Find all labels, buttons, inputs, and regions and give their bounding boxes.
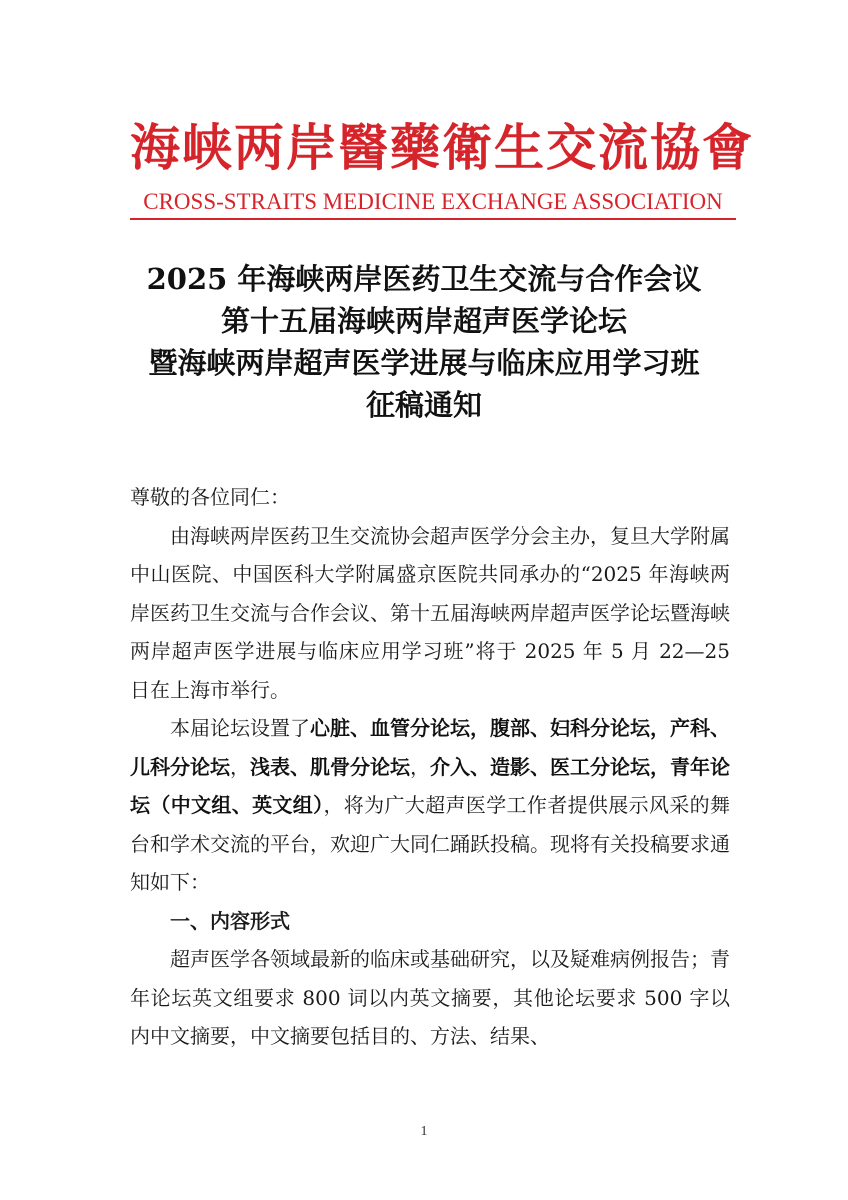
forums-sep-2: ， (650, 716, 670, 740)
forums-sep-1: ， (470, 716, 490, 740)
title-line-1: 2025 年海峡两岸医药卫生交流与合作会议 (146, 262, 702, 296)
letterhead-english-name: CROSS-STRAITS MEDICINE EXCHANGE ASSOCIATION (143, 189, 723, 214)
forum-youth: 青年论坛（中文组、英文组） (130, 754, 730, 817)
forum-obstetric-pediatric: 产科、儿科分论坛 (130, 716, 730, 779)
title-line-3: 暨海峡两岸超声医学进展与临床应用学习班 (148, 346, 700, 380)
forum-superficial-msk: 浅表、肌骨分论坛 (250, 754, 410, 779)
paragraph-intro: 由海峡两岸医药卫生交流协会超声医学分会主办，复旦大学附属中山医院、中国医科大学附属盛京医院共同承办的“2025 年海峡两岸医药卫生交流与合作会议、第十五届海峡两岸超声医学论坛暨海峡两岸超声医学进展与临床应用学习班”将于 2025 年 5 月 22—25 日在上海市举行。 (130, 523, 730, 702)
notice-title (100, 258, 748, 426)
forums-text-1: 本届论坛设置了 (170, 716, 310, 740)
paragraph-forums (130, 709, 730, 902)
forums-text-2: ，将为广大超声医学工作者提供展示风采的舞台和学术交流的平台，欢迎广大同仁踊跃投稿。现将有关投稿要求通知如下： (130, 793, 731, 894)
notice-body (130, 478, 730, 1056)
forum-abdomen-gyn: 腹部、妇科分论坛 (490, 716, 650, 740)
title-line-2: 第十五届海峡两岸超声医学论坛 (220, 304, 627, 338)
page-number: 1 (420, 1124, 428, 1139)
section-heading-content-format: 一、内容形式 (170, 908, 290, 933)
forums-sep-3: ， (230, 754, 250, 779)
letterhead-chinese-name: 海峡两岸醫藥衛生交流協會 (130, 118, 754, 177)
forums-sep-4: ， (410, 754, 430, 779)
forum-cardio-vascular: 心脏、血管分论坛 (310, 716, 470, 740)
forums-sep-5: ， (650, 754, 670, 779)
title-line-4: 征稿通知 (365, 388, 482, 422)
forum-interventional: 介入、造影、医工分论坛 (430, 754, 650, 779)
paragraph-content-format: 超声医学各领域最新的临床或基础研究，以及疑难病例报告；青年论坛英文组要求 800 词以内英文摘要，其他论坛要求 500 字以内中文摘要，中文摘要包括目的、方法、结果、 (130, 947, 730, 1048)
salutation: 尊敬的各位同仁： (130, 485, 290, 509)
letterhead-divider (130, 218, 736, 220)
